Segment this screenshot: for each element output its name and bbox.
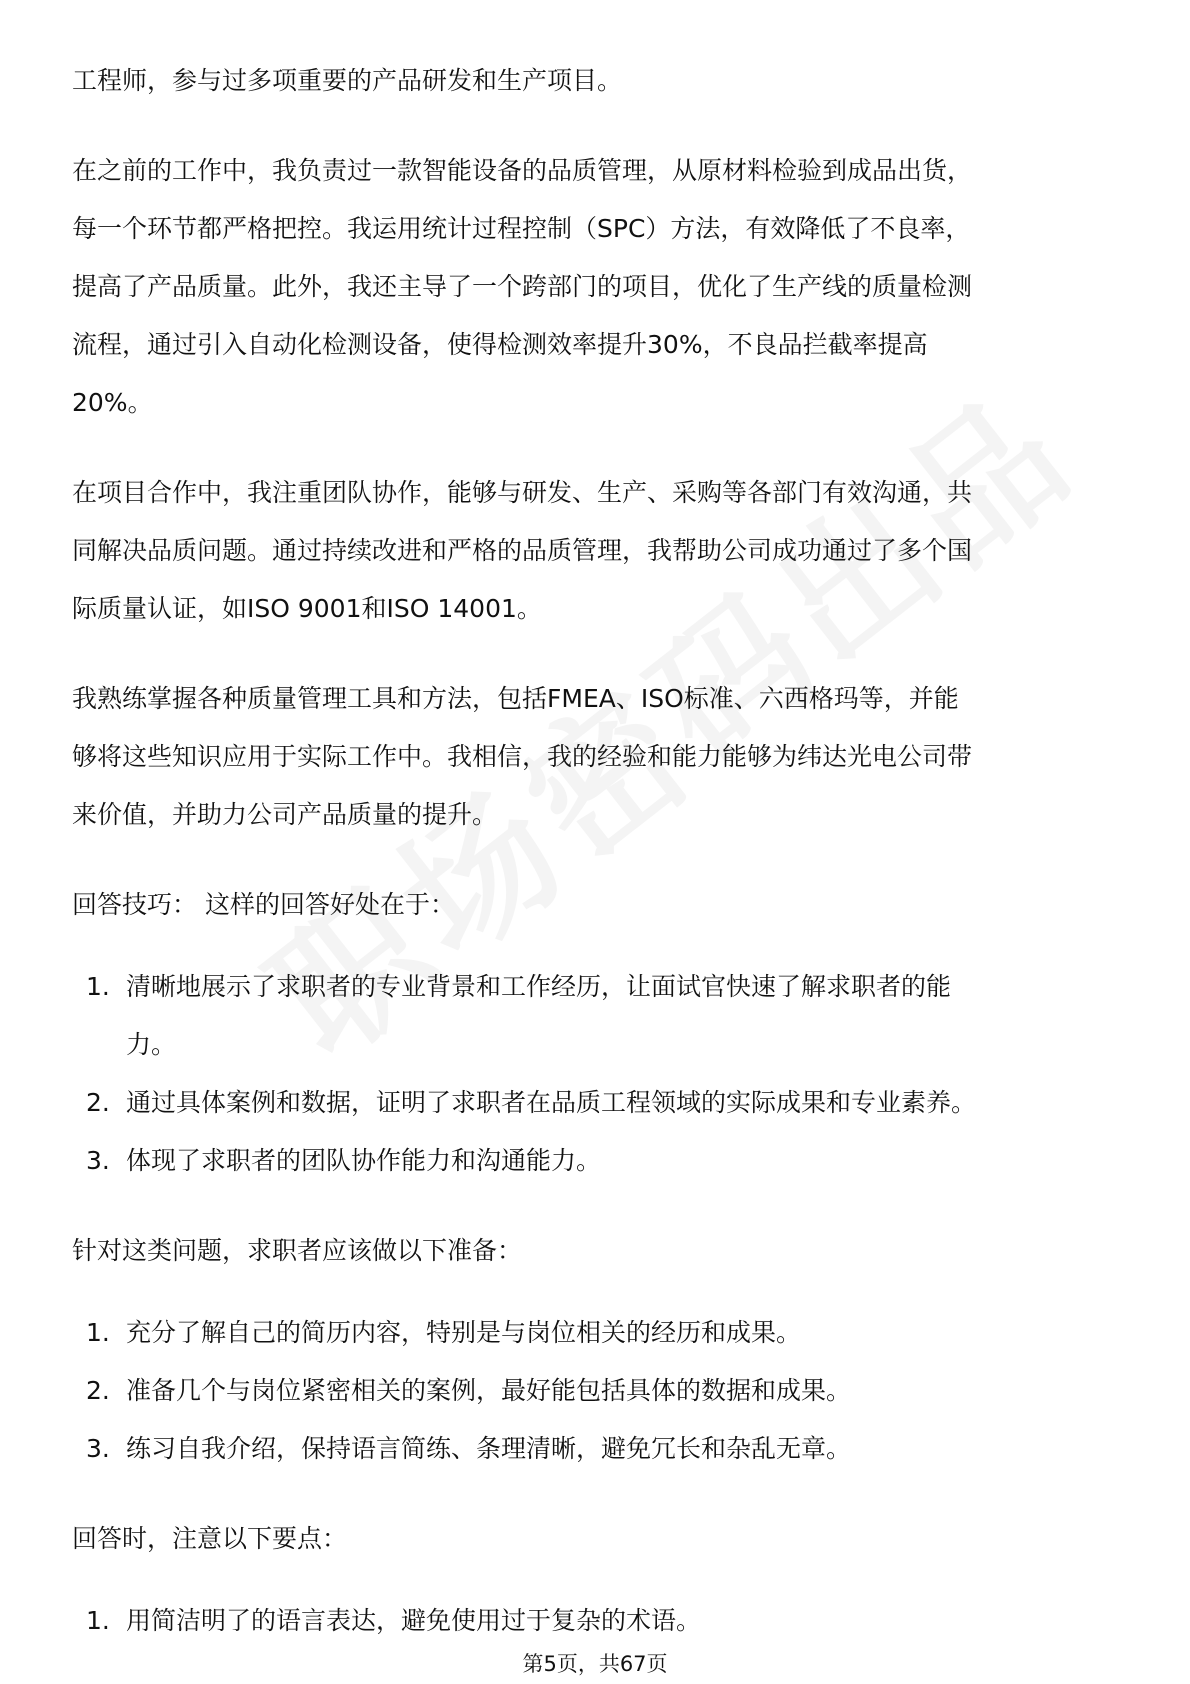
prep-heading: 针对这类问题，求职者应该做以下准备： xyxy=(72,1236,523,1265)
list-item: 3. 体现了求职者的团队协作能力和沟通能力。 xyxy=(86,1146,602,1175)
paragraph-skills: 我熟练掌握各种质量管理工具和方法，包括FMEA、ISO标准、六西格玛等，并能 够将这些知识应用于实际工作中。我相信，我的经验和能力能够为纬达光电公司带 来价值，并助力公司产品质量的提升。 xyxy=(72,684,973,829)
list-item: 1. 清晰地展示了求职者的专业背景和工作经历，让面试官快速了解求职者的能 力。 xyxy=(86,972,952,1059)
tips-list xyxy=(72,958,1117,1190)
page-number-footer: 第5页，共67页 xyxy=(522,1652,668,1676)
list-item: 1. 用简洁明了的语言表达，避免使用过于复杂的术语。 xyxy=(86,1606,702,1635)
list-item: 2. 准备几个与岗位紧密相关的案例，最好能包括具体的数据和成果。 xyxy=(86,1376,852,1405)
paragraph-intro: 工程师，参与过多项重要的产品研发和生产项目。 xyxy=(72,66,623,95)
list-item: 3. 练习自我介绍，保持语言简练、条理清晰，避免冗长和杂乱无章。 xyxy=(86,1434,852,1463)
tips-heading: 回答技巧： 这样的回答好处在于： xyxy=(72,890,455,919)
page-content xyxy=(72,52,1117,1650)
prep-list xyxy=(72,1304,1117,1478)
paragraph-experience: 在之前的工作中，我负责过一款智能设备的品质管理，从原材料检验到成品出货， 每一个环节都严格把控。我运用统计过程控制（SPC）方法，有效降低了不良率， 提高了产品质量。此外，我还主导了一个跨部门的项目，优化了生产线的质量检测 流程，通过引入自动化检测设备，使得检测效率提升30%，不良品拦截率提高 20%。 xyxy=(72,156,973,417)
list-item: 2. 通过具体案例和数据，证明了求职者在品质工程领域的实际成果和专业素养。 xyxy=(86,1088,977,1117)
paragraph-teamwork: 在项目合作中，我注重团队协作，能够与研发、生产、采购等各部门有效沟通，共 同解决品质问题。通过持续改进和严格的品质管理，我帮助公司成功通过了多个国 际质量认证，如ISO 9001和ISO 14001。 xyxy=(72,478,973,623)
list-item: 1. 充分了解自己的简历内容，特别是与岗位相关的经历和成果。 xyxy=(86,1318,802,1347)
points-heading: 回答时，注意以下要点： xyxy=(72,1524,348,1553)
points-list xyxy=(72,1592,1117,1650)
